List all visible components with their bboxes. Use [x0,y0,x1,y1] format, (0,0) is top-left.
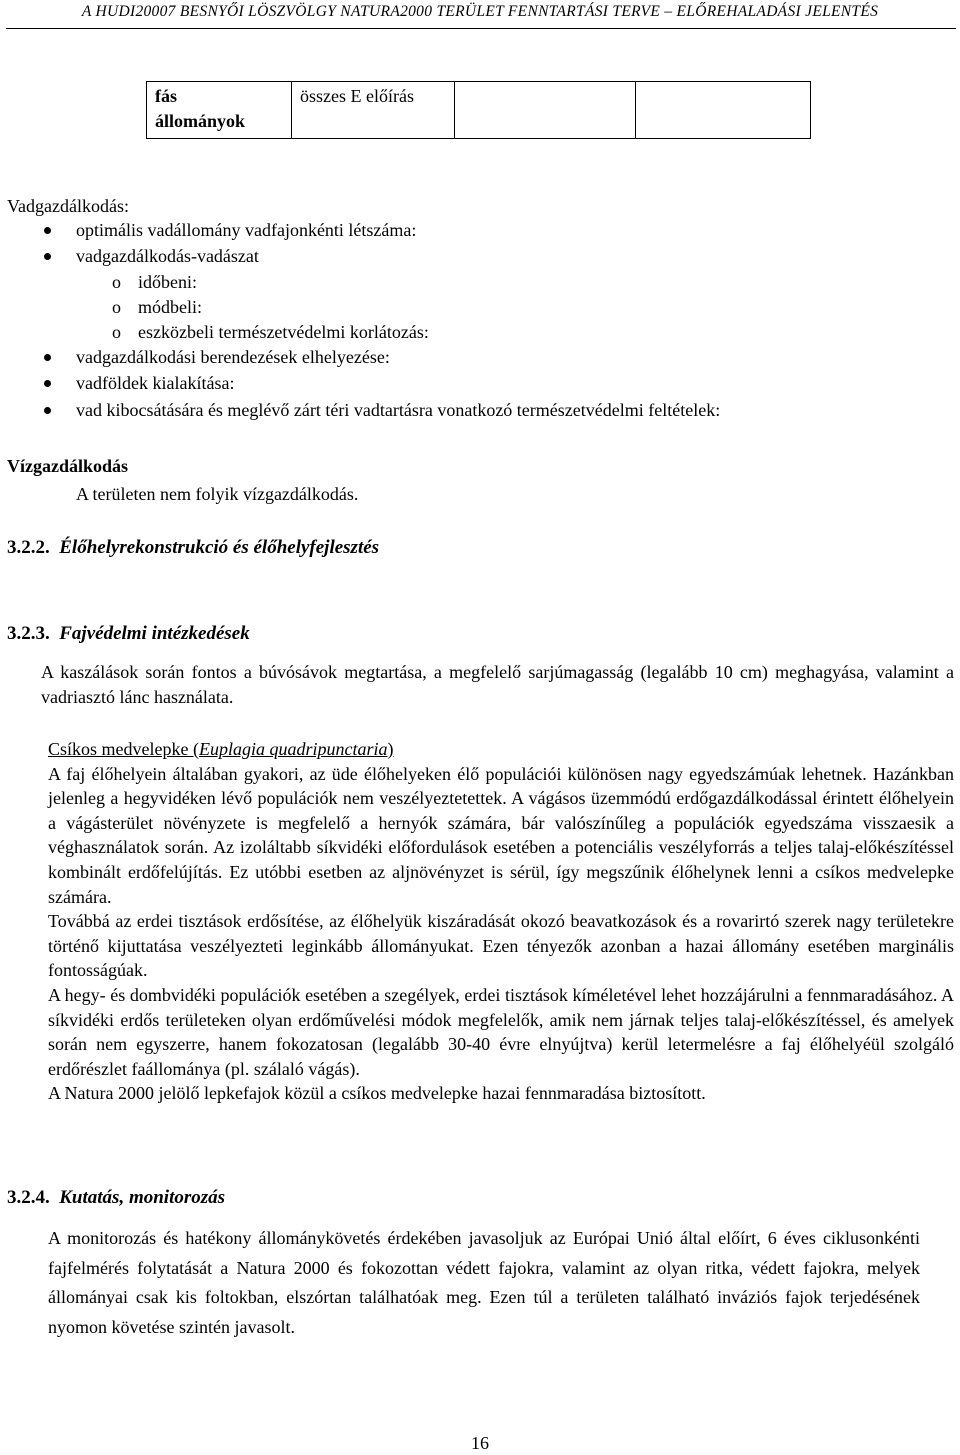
species-close: ) [387,739,394,759]
paragraph-text: A Natura 2000 jelölő lepkefajok közül a csíkos medvelepke hazai fennmaradása biztosított. [48,1083,706,1104]
kaszalas-paragraph [41,660,954,709]
species-latin: Euplagia quadripunctaria [198,739,388,759]
vadgazd-subitem: időbeni: [138,272,197,292]
section-323-heading [7,622,250,646]
sub-bullet-icon: o [112,322,121,342]
header-rule [6,28,956,29]
bullet-icon [44,380,51,387]
paragraph-text: A hegy- és dombvidéki populációk esetében a szegélyek, erdei tisztások kíméletével lehet hozzájárulni a fennmaradásához. A síkvidéki erdős területeken olyan erdőművelési módok megfelelők, amik nem járnak teljes talaj-előkészítéssel, és amelyek során nem egyszerre, hanem fokozatosan (legalább 30-40 évre elnyújtva) kerül letermelésre a faj élőhelyéül szolgáló erdőrészlet faállománya (pl. szálaló vágás). [48,984,954,1079]
paragraph-text: A faj élőhelyein általában gyakori, az üde élőhelyeken élő populációi különösen nagy egyedszámúak lehetnek. Hazánkban jelenleg a hegyvidéken lévő populációk nem veszélyeztetettek. A vágásos üzemmódú erdőgazdálkodással érintett élőhelyein a vágásterület növényzete is megfelelő a hernyók számára, bár valószínűleg a populációk egyedszáma visszaesik a véghasználatok során. Az izoláltabb síkvidéki előfordulások esetében a potenciális veszélyforrás a teljes talaj-előkészítéssel kombinált erdőfelújítás. Ez utóbbi esetben az aljnövényzet is sérül, így megszűnik élőhelynek lenni a csíkos medvelepke számára. [48,763,954,907]
species-heading [48,737,954,762]
running-header: A HUDI20007 BESNYŐI LÖSZVÖLGY NATURA2000 TERÜLET FENNTARTÁSI TERVE – ELŐREHALADÁSI JELENTÉS [81,3,879,20]
bullet-icon [44,354,51,361]
section-322-heading [7,536,379,560]
table-cell-eloiras: összes E előírás [292,82,455,139]
monitoring-paragraph [48,1224,920,1342]
vadgazd-heading: Vadgazdálkodás: [7,196,129,216]
vadgazd-item: vad kibocsátására és meglévő zárt téri vadtartásra vonatkozó természetvédelmi feltételek: [76,400,721,420]
table-cell-empty-2 [636,82,811,139]
medvelepke-block [48,737,954,1106]
vizgazd-text: A területen nem folyik vízgazdálkodás. [76,484,359,504]
species-title: Csíkos medvelepke ( [48,739,199,759]
paragraph-text: Továbbá az erdei tisztások erdősítése, az élőhelyük kiszáradását okozó beavatkozások és a rovarirtó szerek nagy területekre történő kijuttatása veszélyezteti leginkább állományukat. Ezen tényezők azonban a hazai állomány esetében marginális fontosságúak. [48,911,954,981]
section-title: Kutatás, monitorozás [59,1187,226,1208]
bullet-icon [44,227,51,234]
paragraph-text: A monitorozás és hatékony állománykövetés érdekében javasoljuk az Európai Unió által előírt, 6 éves ciklusonkénti fajfelmérés folytatását a Natura 2000 és fokozottan védett fajokra, valamint az olyan ritka, védett fajokra, melyek állományai csak kis foltokban, elszórtan találhatóak meg. Ezen túl a területen található inváziós fajok terjedésének nyomon követése szintén javasolt. [48,1228,920,1337]
section-title: Fajvédelmi intézkedések [59,623,250,644]
vadgazd-item: vadföldek kialakítása: [76,373,235,393]
section-title: Élőhelyrekonstrukció és élőhelyfejlesztés [59,537,380,558]
section-324-heading [7,1186,225,1210]
bullet-icon [44,407,51,414]
vadgazd-subitem: módbeli: [138,297,202,317]
section-number: 3.2.3. [7,623,50,644]
fas-allomanyok-table [146,81,811,139]
sub-bullet-icon: o [112,272,121,292]
vadgazd-item: vadgazdálkodás-vadászat [76,246,259,266]
page-number: 16 [471,1433,489,1453]
table-cell-empty-1 [455,82,636,139]
vizgazd-heading: Vízgazdálkodás [7,456,129,476]
vadgazd-item: optimális vadállomány vadfajonkénti létszáma: [76,220,417,240]
bullet-icon [44,253,51,260]
table-label: fás állományok [155,86,246,131]
vadgazd-item: vadgazdálkodási berendezések elhelyezése: [76,347,390,367]
vadgazd-subitem: eszközbeli természetvédelmi korlátozás: [138,322,429,342]
sub-bullet-icon: o [112,297,121,317]
section-number: 3.2.4. [7,1187,50,1208]
table-cell-fas [147,82,292,139]
paragraph-text: A kaszálások során fontos a búvósávok megtartása, a megfelelő sarjúmagasság (legalább 10 cm) meghagyása, valamint a vadriasztó lánc használata. [41,662,954,707]
section-number: 3.2.2. [7,537,50,558]
